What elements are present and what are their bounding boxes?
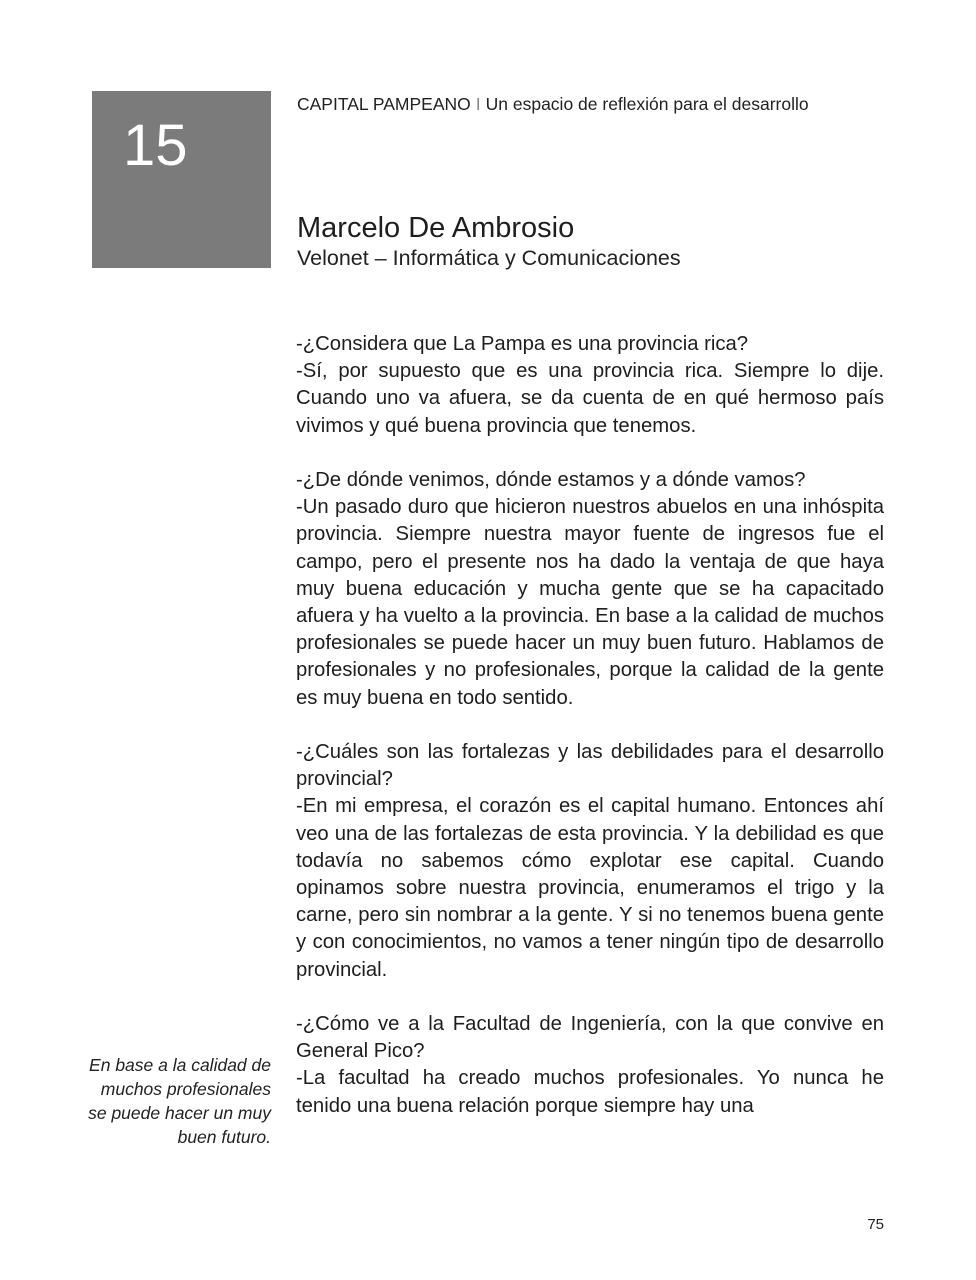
answer: -Un pasado duro que hicieron nuestros abuelos en una inhóspita provincia. Siempre nuestra mayor fuente de ingresos fue el campo, pero el presente nos ha dado la ventaja de que haya muy buena educación y mucha gente que se ha capacitado afuera y ha vuelto a la provincia. En base a la calidad de muchos profesionales se puede hacer un muy buen futuro. Hablamos de profesionales y no profesionales, porque la calidad de la gente es muy buena en todo sentido. xyxy=(296,496,884,709)
qa-block xyxy=(296,467,884,712)
author-affiliation: Velonet – Informática y Comunicaciones xyxy=(297,246,681,270)
running-header xyxy=(297,94,897,115)
question: -¿Considera que La Pampa es una provincia rica? xyxy=(296,333,749,355)
publication-title: CAPITAL PAMPEANO xyxy=(297,94,471,114)
page-number: 75 xyxy=(867,1216,884,1233)
header-separator: I xyxy=(475,94,481,114)
answer: -En mi empresa, el corazón es el capital humano. Entonces ahí veo una de las fortalezas de esta provincia. Y la debilidad es que todavía no sabemos cómo explotar ese capital. Cuando opinamos sobre nuestra provincia, enumeramos el trigo y la carne, pero sin nombrar a la gente. Y si no tenemos buena gente y con conocimientos, no vamos a tener ningún tipo de desarrollo provincial. xyxy=(296,795,884,981)
chapter-number: 15 xyxy=(123,113,188,178)
qa-block xyxy=(296,1011,884,1120)
qa-block xyxy=(296,331,884,440)
author-name: Marcelo De Ambrosio xyxy=(297,212,575,244)
chapter-number-box xyxy=(92,91,271,268)
publication-subtitle: Un espacio de reflexión para el desarrollo xyxy=(485,94,809,114)
answer: -Sí, por supuesto que es una provincia rica. Siempre lo dije. Cuando uno va afuera, se da cuenta de en qué hermoso país vivimos y qué buena provincia que tenemos. xyxy=(296,360,884,437)
question: -¿Cómo ve a la Facultad de Ingeniería, con la que convive en General Pico? xyxy=(296,1013,884,1063)
question: -¿Cuáles son las fortalezas y las debilidades para el desarrollo provincial? xyxy=(296,741,884,791)
question: -¿De dónde venimos, dónde estamos y a dónde vamos? xyxy=(296,469,806,491)
answer: -La facultad ha creado muchos profesionales. Yo nunca he tenido una buena relación porque siempre hay una xyxy=(296,1067,884,1117)
qa-block xyxy=(296,739,884,984)
pull-quote: En base a la calidad de muchos profesionales se puede hacer un muy buen futuro. xyxy=(88,1055,271,1147)
interview-body xyxy=(296,331,884,1147)
